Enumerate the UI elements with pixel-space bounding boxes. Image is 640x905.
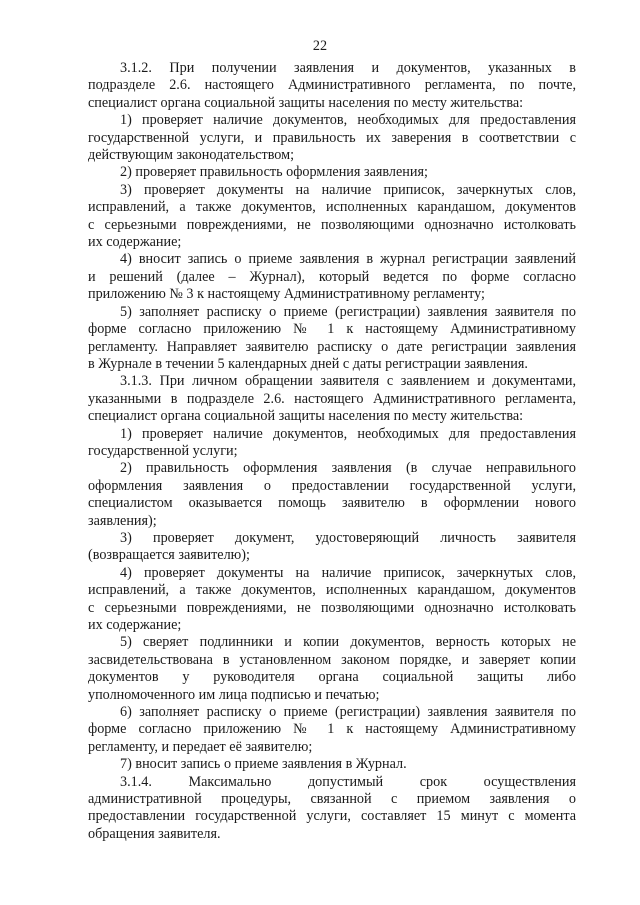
paragraph-line: документов у руководителя органа социальной защиты либо <box>88 669 576 686</box>
paragraph-line: исправлений, а также документов, исполненных карандашом, документов <box>88 582 576 599</box>
paragraph-line: 2) правильность оформления заявления (в случае неправильного <box>120 460 576 477</box>
paragraph-line: с серьезными повреждениями, не позволяющими однозначно истолковать <box>88 216 576 233</box>
paragraph-line: 3.1.3. При личном обращении заявителя с заявлением и документами, <box>120 373 576 390</box>
paragraph-p312_3 <box>88 182 576 252</box>
paragraph-line: предоставлении государственной услуги, составляет 15 минут с момента <box>88 808 576 825</box>
paragraph-line: регламенту. Направляет заявителю расписку о дате регистрации заявления <box>88 338 576 355</box>
paragraph-line: форме согласно приложению № 1 к настоящему Административному <box>88 321 576 338</box>
paragraph-p313_7 <box>88 756 576 773</box>
paragraph-line: их содержание; <box>88 617 182 633</box>
paragraph-line: действующим законодательством; <box>88 147 295 164</box>
paragraph-line: указанными в подразделе 2.6. настоящего Административного регламента, <box>88 390 576 407</box>
paragraph-p313_1 <box>88 426 576 461</box>
paragraph-line: подразделе 2.6. настоящего Административного регламента, по почте, <box>88 77 576 94</box>
paragraph-line: 4) вносит запись о приеме заявления в журнал регистрации заявлений <box>120 251 576 268</box>
paragraph-p313_2 <box>88 460 576 530</box>
page-number: 22 <box>312 38 328 54</box>
paragraph-line: регламенту, и передает её заявителю; <box>88 738 313 755</box>
paragraph-line: (возвращается заявителю); <box>88 547 250 564</box>
paragraph-p313_3 <box>88 530 576 565</box>
paragraph-line: специалистом оказывается помощь заявителю в оформлении нового <box>88 495 576 512</box>
paragraph-p313 <box>88 373 576 425</box>
paragraph-line: уполномоченного им лица подписью и печатью; <box>88 686 380 703</box>
paragraph-p312_1 <box>88 112 576 164</box>
paragraph-line: 1) проверяет наличие документов, необходимых для предоставления <box>120 425 576 442</box>
paragraph-p312_2 <box>88 164 576 181</box>
paragraph-line: обращения заявителя. <box>88 825 221 842</box>
paragraph-line: административной процедуры, связанной с приемом заявления о <box>88 791 576 808</box>
paragraph-line: 3) проверяет документ, удостоверяющий личность заявителя <box>120 529 576 546</box>
paragraph-line: исправлений, а также документов, исполненных карандашом, документов <box>88 199 576 216</box>
paragraph-line: 5) сверяет подлинники и копии документов, верность которых не <box>120 634 576 651</box>
paragraph-line: 6) заполняет расписку о приеме (регистрации) заявления заявителя по <box>120 704 576 721</box>
paragraph-line: 7) вносит запись о приеме заявления в Журнал. <box>120 756 407 773</box>
paragraph-p314 <box>88 774 576 844</box>
paragraph-p313_6 <box>88 704 576 756</box>
paragraph-p313_5 <box>88 634 576 704</box>
paragraph-line: форме согласно приложению № 1 к настоящему Административному <box>88 721 576 738</box>
paragraph-line: специалист органа социальной защиты населения по месту жительства: <box>88 408 524 425</box>
paragraph-p312_5 <box>88 304 576 374</box>
paragraph-line: 3) проверяет документы на наличие приписок, зачеркнутых слов, <box>120 181 576 198</box>
paragraph-p312 <box>88 60 576 112</box>
paragraph-line: приложению № 3 к настоящему Административному регламенту; <box>88 286 485 303</box>
paragraph-line: их содержание; <box>88 234 182 251</box>
paragraph-line: 3.1.4. Максимально допустимый срок осуществления <box>120 773 576 790</box>
paragraph-line: 3.1.2. При получении заявления и документов, указанных в <box>120 60 576 76</box>
paragraph-line: 1) проверяет наличие документов, необходимых для предоставления <box>120 112 576 129</box>
paragraph-p313_4 <box>88 565 576 635</box>
paragraph-line: и решений (далее – Журнал), который ведется по форме согласно <box>88 268 576 285</box>
paragraph-line: специалист органа социальной защиты населения по месту жительства: <box>88 94 524 111</box>
paragraph-line: государственной услуги, и правильность их заверения в соответствии с <box>88 129 576 146</box>
paragraph-line: 2) проверяет правильность оформления заявления; <box>120 164 428 181</box>
paragraph-line: засвидетельствована в установленном законом порядке, и заверяет копии <box>88 651 576 668</box>
paragraph-line: оформления заявления о предоставлении государственной услуги, <box>88 477 576 494</box>
paragraph-line: с серьезными повреждениями, не позволяющими однозначно истолковать <box>88 599 576 616</box>
document-body <box>88 60 576 843</box>
paragraph-line: в Журнале в течении 5 календарных дней с даты регистрации заявления. <box>88 355 528 372</box>
paragraph-p312_4 <box>88 251 576 303</box>
paragraph-line: 5) заполняет расписку о приеме (регистрации) заявления заявителя по <box>120 303 576 320</box>
paragraph-line: государственной услуги; <box>88 442 238 459</box>
paragraph-line: заявления); <box>88 512 157 529</box>
paragraph-line: 4) проверяет документы на наличие приписок, зачеркнутых слов, <box>120 564 576 581</box>
